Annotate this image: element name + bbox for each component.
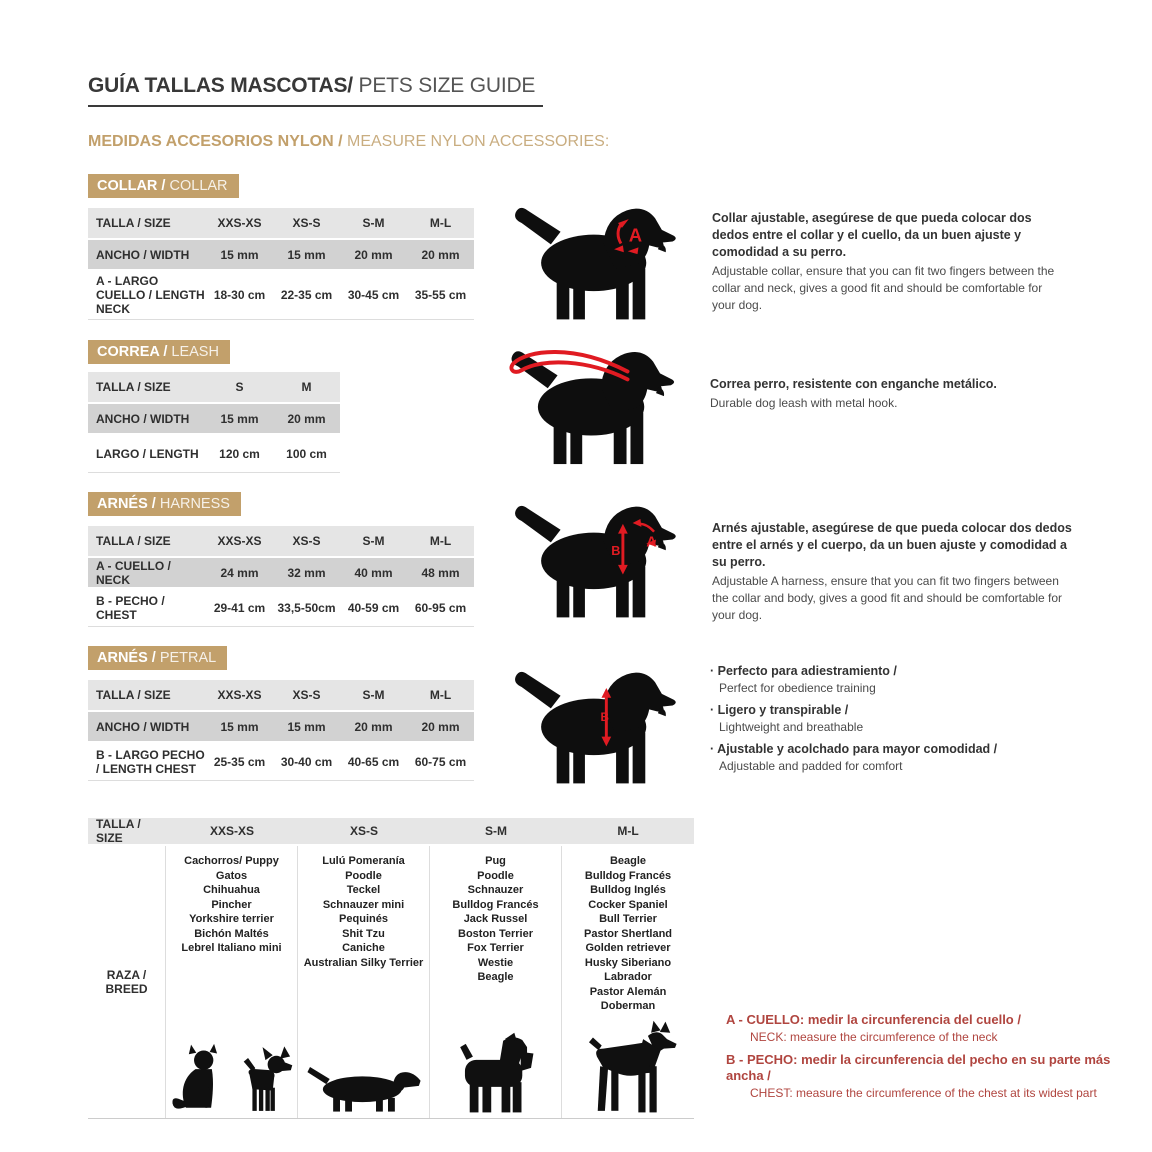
breed-header-xs-s: XS-S [349, 824, 378, 838]
leash-size-table [88, 372, 340, 473]
table-row [88, 743, 474, 781]
table-row [88, 712, 474, 741]
table-value-cell: M [301, 380, 312, 394]
breed-header-xxs-xs: XXS-XS [209, 824, 254, 838]
breed-art-m-l [576, 1020, 680, 1114]
breed-list [181, 854, 281, 956]
petral-bullet-es: · Perfecto para adiestramiento / [710, 662, 1090, 680]
dachshund-silhouette-icon [304, 1056, 424, 1114]
svg-text:B: B [611, 544, 621, 559]
breed-list [452, 854, 538, 985]
breed-item: Pastor Alemán [589, 985, 667, 998]
petral-bullet-en: Adjustable and padded for comfort [719, 759, 903, 773]
breed-item: Beagle [609, 855, 647, 867]
breed-item: Lebrel Italiano mini [181, 942, 282, 954]
breed-item: Chihuahua [203, 884, 260, 896]
schnauzer-silhouette-icon [452, 1028, 540, 1114]
table-row [88, 558, 474, 587]
cat-silhouette-icon [171, 1042, 223, 1114]
breed-table-body [88, 846, 694, 1119]
breed-item: Yorkshire terrier [189, 913, 274, 925]
breed-item: Bulldog Francés [452, 898, 539, 911]
table-value-cell: 40-59 cm [347, 600, 400, 615]
breed-item: Schnauzer mini [322, 898, 405, 911]
breed-item: Beagle [477, 971, 514, 983]
table-value-cell: 25-35 cm [213, 754, 266, 769]
breed-item: Pequinés [339, 913, 388, 925]
collar-size-table [88, 208, 474, 320]
table-value-cell: 60-95 cm [414, 600, 467, 615]
table-value-cell: 15 mm [220, 411, 259, 426]
footnote-b-en: CHEST: measure the circumference of the chest at its widest part [750, 1086, 1097, 1100]
table-value-cell: XXS-XS [217, 216, 262, 230]
badge-text-en: PETRAL [159, 650, 217, 666]
leash-description [710, 376, 1062, 412]
breed-column-m-l [562, 846, 694, 1118]
breed-item: Teckel [346, 884, 381, 896]
section-badge-leash [88, 340, 230, 364]
breed-item: Gatos [215, 869, 248, 882]
breed-item: Pastor Shertland [583, 927, 673, 940]
breed-item: Poodle [345, 869, 382, 882]
badge-text-en: HARNESS [159, 496, 230, 512]
svg-text:A: A [646, 534, 657, 551]
breed-row-label: RAZA / BREED [88, 846, 166, 1118]
page-title [88, 74, 543, 107]
badge-text-es: COLLAR / [97, 178, 170, 194]
breed-item: Husky Siberiano [584, 956, 672, 969]
breed-header-label: TALLA / SIZE [96, 817, 141, 845]
breed-item: Golden retriever [585, 942, 671, 954]
table-value-cell: 48 mm [421, 565, 460, 580]
breed-art-s-m [452, 1028, 540, 1114]
table-value-cell: 100 cm [286, 446, 327, 461]
table-value-cell: 33,5-50cm [277, 600, 336, 615]
table-value-cell: 20 mm [421, 719, 460, 734]
collar-description [712, 210, 1064, 314]
table-value-cell: S-M [362, 216, 385, 230]
breed-item: Doberman [600, 1000, 656, 1012]
table-value-cell: 35-55 cm [414, 288, 467, 302]
table-label-cell: A - CUELLO / NECK [96, 558, 171, 587]
table-value-cell: 24 mm [220, 565, 259, 580]
breed-item: Shit Tzu [342, 927, 385, 940]
table-value-cell: M-L [429, 534, 452, 548]
breed-list [584, 854, 672, 1014]
table-label-cell: B - PECHO / CHEST [96, 593, 165, 622]
table-value-cell: XXS-XS [217, 534, 262, 548]
breed-table-header [88, 818, 694, 844]
table-label-cell: TALLA / SIZE [96, 380, 171, 394]
breed-item: Bulldog Inglés [590, 884, 666, 896]
table-value-cell: 30-45 cm [347, 288, 400, 302]
table-value-cell: 18-30 cm [213, 288, 266, 302]
breed-header-s-m: S-M [485, 824, 507, 838]
breed-item: Pug [485, 855, 506, 867]
page-subtitle-es: MEDIDAS ACCESORIOS NYLON / [88, 133, 347, 150]
badge-text-en: COLLAR [169, 178, 228, 194]
breed-column-s-m [430, 846, 562, 1118]
table-row [88, 680, 474, 710]
footnote-a-en: NECK: measure the circumference of the neck [750, 1030, 998, 1044]
svg-text:A: A [628, 224, 643, 246]
table-label-cell: A - LARGO CUELLO / LENGTH NECK [96, 274, 205, 316]
breed-size-table [88, 818, 694, 1119]
table-row [88, 271, 474, 320]
leash-desc-en: Durable dog leash with metal hook. [710, 396, 898, 410]
table-row [88, 404, 340, 433]
section-badge-petral [88, 646, 227, 670]
breed-item: Cocker Spaniel [588, 898, 668, 911]
table-label-cell: LARGO / LENGTH [96, 446, 199, 461]
table-value-cell: 120 cm [219, 446, 260, 461]
page-subtitle [88, 133, 609, 151]
table-label-cell: ANCHO / WIDTH [96, 719, 190, 734]
breed-item: Schnauzer [467, 884, 524, 896]
harness-desc-es: Arnés ajustable, asegúrese de que pueda colocar dos dedos entre el arnés y el cuerpo, da un buen ajuste y comodidad a su perro. [712, 521, 1072, 569]
leash-desc-es: Correa perro, resistente con enganche metálico. [710, 377, 997, 391]
chihuahua-silhouette-icon [235, 1044, 293, 1114]
section-badge-harness [88, 492, 241, 516]
table-label-cell: ANCHO / WIDTH [96, 247, 190, 262]
dog-harness-illustration [508, 494, 693, 622]
breed-item: Pincher [211, 898, 252, 911]
harness-size-table [88, 526, 474, 627]
table-label-cell: TALLA / SIZE [96, 534, 171, 548]
doberman-silhouette-icon [576, 1020, 680, 1114]
dog-petral-illustration [508, 660, 693, 788]
table-value-cell: S-M [362, 534, 385, 548]
table-value-cell: 32 mm [287, 565, 326, 580]
table-value-cell: 60-75 cm [414, 754, 467, 769]
breed-item: Labrador [604, 971, 652, 983]
table-value-cell: XXS-XS [217, 688, 262, 702]
dog-leash-illustration [498, 336, 693, 468]
table-value-cell: XS-S [292, 534, 321, 548]
breed-item: Poodle [477, 869, 514, 882]
breed-item: Caniche [342, 942, 385, 954]
breed-item: Cachorros/ Puppy [184, 855, 279, 867]
table-value-cell: 20 mm [421, 247, 460, 262]
badge-text-es: ARNÉS / [97, 650, 160, 666]
petral-feature-list [710, 662, 1090, 779]
dog-collar-illustration [508, 196, 693, 324]
table-value-cell: XS-S [292, 216, 321, 230]
breed-item: Lulú Pomeranía [322, 855, 405, 867]
breed-art-xs-s [304, 1056, 424, 1114]
page-title-en: PETS SIZE GUIDE [352, 74, 536, 97]
table-value-cell: 20 mm [354, 719, 393, 734]
collar-desc-en: Adjustable collar, ensure that you can fit two fingers between the collar and neck, gives a good fit and should be comfortable for your dog. [712, 264, 1055, 312]
table-value-cell: M-L [429, 216, 452, 230]
breed-item: Boston Terrier [458, 927, 533, 940]
section-badge-collar [88, 174, 239, 198]
table-value-cell: 20 mm [287, 411, 326, 426]
table-label-cell: TALLA / SIZE [96, 688, 171, 702]
badge-text-en: LEASH [171, 344, 219, 360]
breed-item: Jack Russel [463, 913, 528, 925]
table-value-cell: S [235, 380, 244, 394]
harness-description [712, 520, 1072, 624]
table-row [88, 208, 474, 238]
table-value-cell: XS-S [292, 688, 321, 702]
breed-art-xxs-xs [171, 1042, 293, 1114]
footnote-b-es: B - PECHO: medir la circunferencia del pecho en su parte más ancha / [726, 1052, 1111, 1083]
breed-item: Bull Terrier [599, 913, 657, 925]
table-value-cell: 20 mm [354, 247, 393, 262]
petral-size-table [88, 680, 474, 781]
table-value-cell: 15 mm [220, 719, 259, 734]
petral-bullet-en: Lightweight and breathable [719, 720, 864, 734]
breed-column-xxs-xs [166, 846, 298, 1118]
table-label-cell: ANCHO / WIDTH [96, 411, 190, 426]
table-row [88, 526, 474, 556]
table-value-cell: 30-40 cm [280, 754, 333, 769]
table-row [88, 372, 340, 402]
footnote-a-es: A - CUELLO: medir la circunferencia del cuello / [726, 1012, 1021, 1027]
table-value-cell: 29-41 cm [213, 600, 266, 615]
table-row [88, 589, 474, 627]
petral-bullet-es: · Ajustable y acolchado para mayor comodidad / [710, 740, 1090, 758]
badge-text-es: ARNÉS / [97, 496, 160, 512]
breed-item: Westie [477, 956, 514, 969]
page-title-es: GUÍA TALLAS MASCOTAS/ [88, 74, 353, 97]
petral-bullet-en: Perfect for obedience training [719, 681, 876, 695]
table-row [88, 240, 474, 269]
breed-column-xs-s [298, 846, 430, 1118]
table-row [88, 435, 340, 473]
breed-item: Fox Terrier [467, 942, 524, 954]
table-value-cell: 15 mm [287, 719, 326, 734]
breed-item: Bulldog Francés [584, 869, 672, 882]
table-value-cell: 40 mm [354, 565, 393, 580]
harness-desc-en: Adjustable A harness, ensure that you can fit two fingers between the collar and body, gives a good fit and should be comfortable for your dog. [712, 574, 1062, 622]
measurement-footnotes [726, 1012, 1136, 1108]
table-value-cell: M-L [429, 688, 452, 702]
breed-item: Bichón Maltés [194, 927, 269, 940]
petral-bullet-es: · Ligero y transpirable / [710, 701, 1090, 719]
table-value-cell: 40-65 cm [347, 754, 400, 769]
table-value-cell: 22-35 cm [280, 288, 333, 302]
breed-item: Australian Silky Terrier [303, 956, 424, 969]
table-label-cell: B - LARGO PECHO / LENGTH CHEST [96, 747, 205, 776]
badge-text-es: CORREA / [97, 344, 172, 360]
table-value-cell: 15 mm [287, 247, 326, 262]
svg-text:B: B [600, 711, 609, 725]
collar-desc-es: Collar ajustable, asegúrese de que pueda colocar dos dedos entre el collar y el cuello, da un buen ajuste y comodidad a su perro. [712, 211, 1032, 259]
breed-header-m-l: M-L [617, 824, 639, 838]
table-value-cell: S-M [362, 688, 385, 702]
page-subtitle-en: MEASURE NYLON ACCESSORIES: [346, 133, 610, 150]
table-label-cell: TALLA / SIZE [96, 216, 171, 230]
table-value-cell: 15 mm [220, 247, 259, 262]
breed-list [304, 854, 424, 970]
